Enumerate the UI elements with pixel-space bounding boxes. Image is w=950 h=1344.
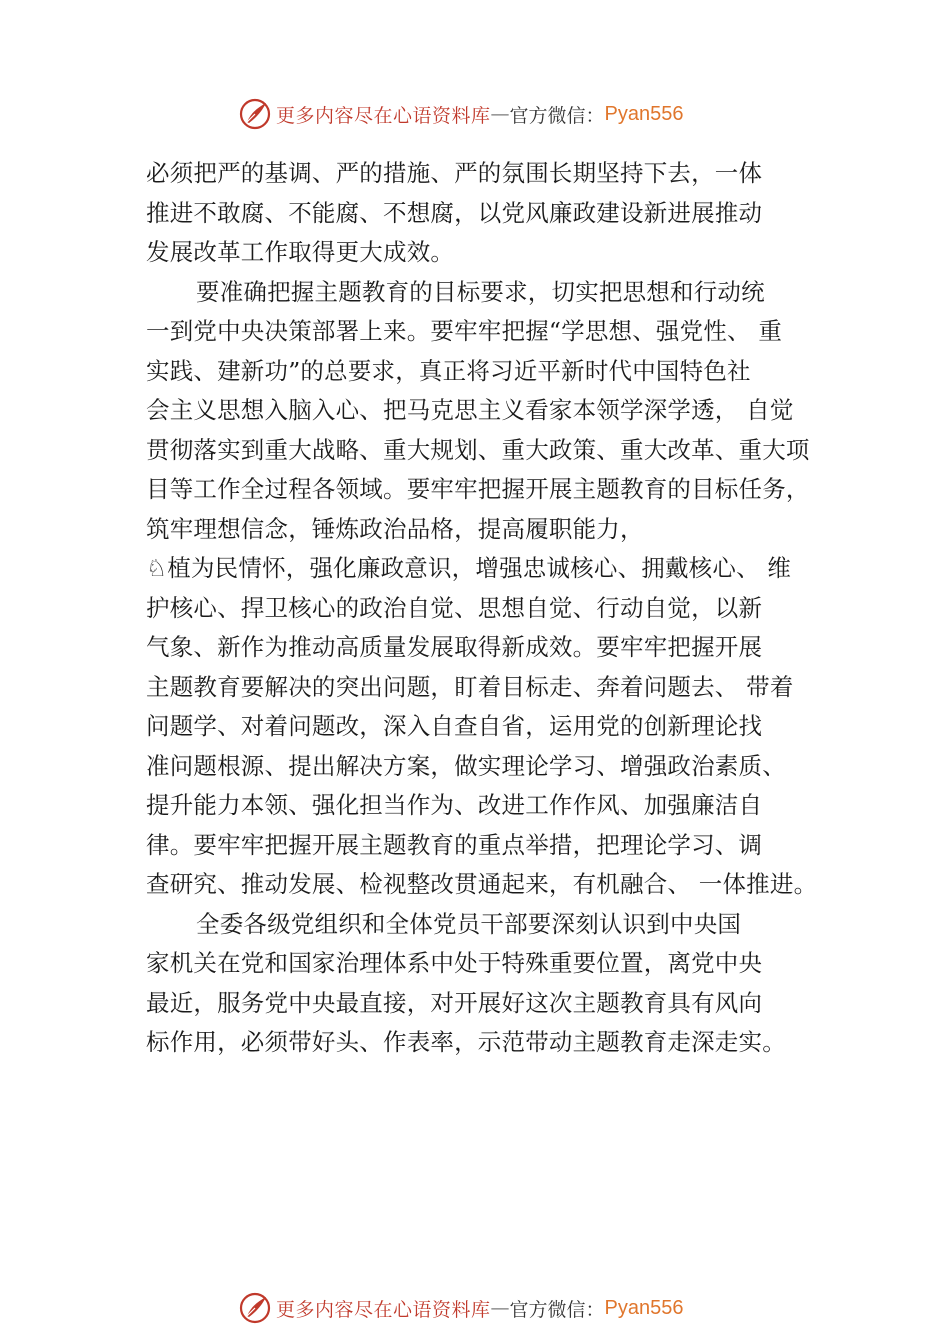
text-line: 推进不敢腐、不能腐、不想腐，以党风廉政建设新进展推动 — [146, 198, 763, 227]
quill-logo-icon — [238, 1291, 272, 1325]
text-line: 目等工作全过程各领域。要牢牢把握开展主题教育的目标任务， — [146, 475, 810, 503]
brand-text: 更多内容尽在心语资料库 — [276, 1298, 491, 1321]
text-line: 查研究、推动发展、检视整改贯通起来，有机融合、 一体推进。 — [146, 870, 818, 898]
brand-text: 更多内容尽在心语资料库 — [276, 104, 491, 127]
text-line: 贯彻落实到重大战略、重大规划、重大政策、重大改革、重大项 — [146, 435, 810, 464]
text-line: 气象、新作为推动高质量发展取得新成效。要牢牢把握开展 — [146, 633, 763, 661]
footer-banner — [238, 1290, 684, 1326]
wechat-handle: Pyan556 — [604, 102, 684, 125]
wechat-label: 官方微信： — [509, 1298, 605, 1321]
text-line: 问题学、对着问题改，深入自查自省，运用党的创新理论找 — [146, 712, 763, 740]
header-banner — [238, 96, 684, 132]
wechat-handle: Pyan556 — [604, 1296, 684, 1319]
text-line: 律。要牢牢把握开展主题教育的重点举措，把理论学习、调 — [146, 830, 763, 859]
text-line: 最近，服务党中央最直接，对开展好这次主题教育具有风向 — [146, 988, 763, 1017]
text-line: 实践、建新功”的总要求，真正将习近平新时代中国特色社 — [146, 356, 751, 385]
separator-dash: — — [490, 1297, 510, 1319]
document-body — [146, 154, 826, 1063]
paragraph-start-line: 全委各级党组织和全体党员干部要深刻认识到中央国 — [196, 909, 742, 938]
text-line: ♘植为民情怀，强化廉政意识，增强忠诚核心、拥戴核心、 维 — [146, 554, 792, 582]
text-line: 主题教育要解决的突出问题，盯着目标走、奔着问题去、 带着 — [146, 672, 794, 701]
text-line: 标作用，必须带好头、作表率，示范带动主题教育走深走实。 — [146, 1028, 786, 1056]
quill-logo-icon — [238, 97, 272, 131]
text-line: 家机关在党和国家治理体系中处于特殊重要位置，离党中央 — [146, 949, 763, 977]
text-line: 护核心、捍卫核心的政治自觉、思想自觉、行动自觉，以新 — [146, 593, 763, 622]
text-line: 提升能力本领、强化担当作为、改进工作作风、加强廉洁自 — [146, 791, 763, 819]
text-line: 准问题根源、提出解决方案，做实理论学习、增强政治素质、 — [146, 751, 786, 780]
text-line: 筑牢理想信念，锤炼政治品格，提高履职能力， — [146, 514, 644, 543]
separator-dash: — — [490, 103, 510, 125]
text-line: 会主义思想入脑入心、把马克思主义看家本领学深学透， 自觉 — [146, 396, 794, 424]
wechat-label: 官方微信： — [509, 104, 605, 127]
text-line: 必须把严的基调、严的措施、严的氛围长期坚持下去，一体 — [146, 159, 763, 187]
paragraph-start-line: 要准确把握主题教育的目标要求，切实把思想和行动统 — [196, 277, 765, 306]
text-line: 发展改革工作取得更大成效。 — [146, 238, 455, 266]
text-line: 一到党中央决策部署上来。要牢牢把握“学思想、强党性、 重 — [146, 317, 783, 345]
